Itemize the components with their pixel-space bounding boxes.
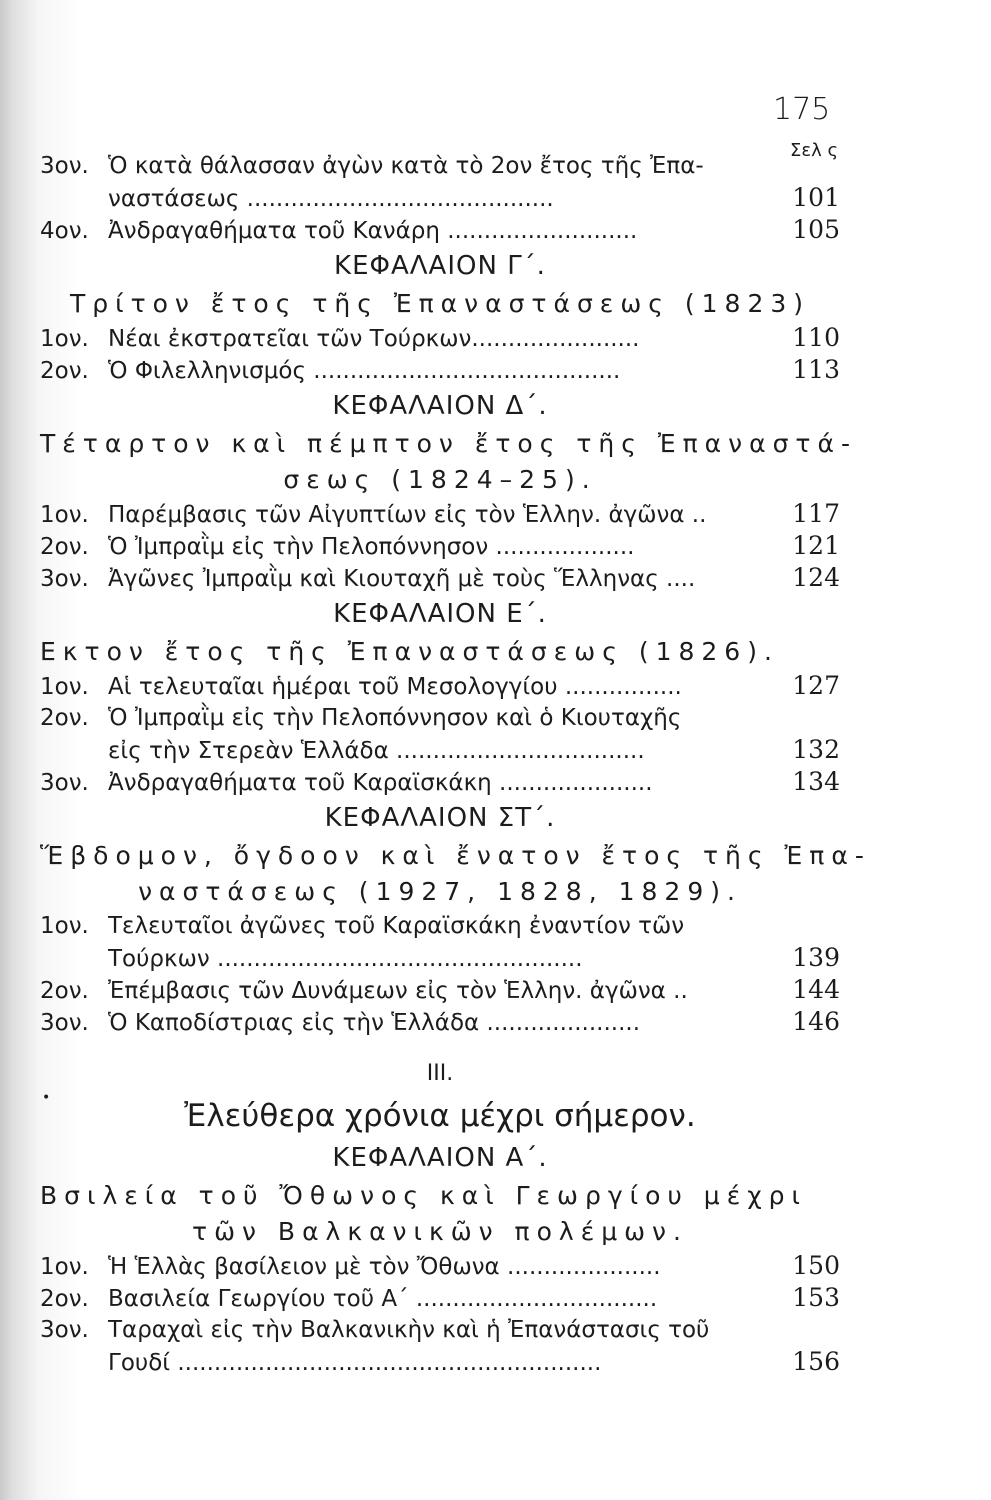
chapter-title: Τέταρτον καὶ πέμπτον ἔτος τῆς Ἐπαναστά- — [40, 429, 857, 458]
toc-entry — [40, 766, 840, 798]
entry-page: 105 — [792, 215, 840, 244]
entry-title: Νέαι ἐκστρατεῖαι τῶν Τούρκων....................... — [108, 326, 640, 352]
toc-entry — [40, 1314, 840, 1346]
page-column-header: Σελ ς — [790, 140, 839, 161]
entry-title: Τούρκων .................................................. — [108, 946, 583, 972]
entry-title: ναστάσεως .......................................... — [108, 186, 554, 212]
chapter-title: Τρίτον ἔτος τῆς Ἐπαναστάσεως (1823) — [69, 289, 811, 318]
toc-entry — [40, 734, 840, 766]
entry-title: Ὁ κατὰ θάλασσαν ἀγὼν κατὰ τὸ 2ον ἔτος τῆς Ἐπα- — [108, 153, 704, 179]
page-number: 175 — [773, 92, 831, 127]
entry-number: 1ον. — [40, 913, 89, 939]
toc-entry — [40, 1250, 840, 1282]
toc-entry — [40, 974, 840, 1006]
entry-page: 146 — [792, 1007, 840, 1036]
entry-page: 121 — [792, 531, 840, 560]
entry-page: 153 — [792, 1283, 840, 1312]
chapter-heading: ΚΕΦΑΛΑΙΟΝ Ε΄. — [333, 599, 547, 629]
entry-page: 110 — [792, 323, 840, 352]
entry-page: 127 — [792, 671, 840, 700]
chapter-title: Εκτον ἔτος τῆς Ἐπαναστάσεως (1826). — [40, 637, 779, 666]
entry-title: Αἱ τελευταῖαι ἡμέραι τοῦ Μεσολογγίου ................ — [108, 674, 682, 700]
entry-page: 117 — [792, 499, 840, 528]
toc-entry — [40, 670, 840, 702]
toc-entry — [40, 942, 840, 974]
chapter-title: Βσιλεία τοῦ Ὄθωνος καὶ Γεωργίου μέχρι — [40, 1181, 807, 1210]
entry-number: 1ον. — [40, 1254, 89, 1280]
entry-number: 1ον. — [40, 674, 89, 700]
toc-entry — [40, 910, 840, 942]
chapter-heading: ΚΕΦΑΛΑΙΟΝ Γ΄. — [334, 251, 546, 281]
entry-title: Ἀνδραγαθήματα τοῦ Καραϊσκάκη ..................... — [108, 770, 653, 796]
entry-number: 1ον. — [40, 502, 89, 528]
entry-number: 2ον. — [40, 978, 89, 1004]
chapter-title: Ἕβδομον, ὄγδοον καὶ ἔνατον ἔτος τῆς Ἐπα- — [40, 841, 871, 870]
chapter-heading: ΚΕΦΑΛΑΙΟΝ Α΄. — [332, 1143, 548, 1173]
toc-entry — [40, 1282, 840, 1314]
toc-entry — [40, 530, 840, 562]
entry-title: Ἀγῶνες Ἰμπραῒμ καὶ Κιουταχῆ μὲ τοὺς Ἕλληνας .... — [108, 566, 696, 592]
entry-number: 2ον. — [40, 534, 89, 560]
toc-entry — [40, 322, 840, 354]
entry-title: Γουδί .......................................................... — [108, 1350, 602, 1376]
entry-number: 3ον. — [40, 153, 89, 179]
entry-page: 124 — [792, 563, 840, 592]
toc-entry — [40, 562, 840, 594]
entry-title: Ὁ Φιλελληνισμός .......................................... — [108, 358, 621, 384]
entry-page: 101 — [792, 183, 840, 212]
toc-entry — [40, 214, 840, 246]
chapter-title-cont: σεως (1824–25). — [283, 465, 597, 494]
entry-title: Ταραχαὶ εἰς τὴν Βαλκανικὴν καὶ ἡ Ἐπανάστασις τοῦ — [108, 1317, 710, 1343]
entry-page: 144 — [792, 975, 840, 1004]
entry-page: 132 — [792, 735, 840, 764]
toc-entry — [40, 498, 840, 530]
toc-entry — [40, 1346, 840, 1378]
entry-number: 4ον. — [40, 218, 89, 244]
toc-entry — [40, 702, 840, 734]
chapter-title-cont: τῶν Βαλκανικῶν πολέμων. — [192, 1217, 688, 1246]
toc-entry — [40, 150, 840, 182]
entry-title: Ἡ Ἑλλὰς βασίλειον μὲ τὸν Ὄθωνα ..................... — [108, 1254, 661, 1280]
section-title: Ἐλεύθερα χρόνια μέχρι σήμερον. — [184, 1098, 696, 1134]
margin-mark: • — [42, 1090, 51, 1106]
entry-number: 1ον. — [40, 326, 89, 352]
toc-entry — [40, 1006, 840, 1038]
entry-title: Παρέμβασις τῶν Αἰγυπτίων εἰς τὸν Ἑλλην. ἀγῶνα .. — [108, 502, 707, 528]
section-number: III. — [426, 1061, 454, 1086]
table-of-contents — [40, 150, 871, 1378]
chapter-heading: ΚΕΦΑΛΑΙΟΝ ΣΤ΄. — [324, 803, 556, 833]
chapter-heading: ΚΕΦΑΛΑΙΟΝ Δ΄. — [332, 391, 548, 421]
entry-number: 3ον. — [40, 1010, 89, 1036]
entry-title: Ὁ Καποδίστριας εἰς τὴν Ἑλλάδα ..................... — [108, 1010, 641, 1036]
entry-number: 3ον. — [40, 770, 89, 796]
entry-title: εἰς τὴν Στερεὰν Ἑλλάδα .................................. — [108, 738, 645, 764]
chapter-title-cont: ναστάσεως (1927, 1828, 1829). — [138, 877, 742, 906]
entry-title: Ὁ Ἰμπραῒμ εἰς τὴν Πελοπόννησον ................... — [108, 534, 635, 560]
entry-page: 156 — [792, 1347, 840, 1376]
toc-entry — [40, 354, 840, 386]
entry-page: 113 — [792, 355, 840, 384]
entry-number: 3ον. — [40, 1317, 89, 1343]
entry-title: Βασιλεία Γεωργίου τοῦ Α΄ ................................. — [108, 1286, 658, 1312]
entry-number: 2ον. — [40, 358, 89, 384]
entry-title: Ὁ Ἰμπραῒμ εἰς τὴν Πελοπόννησον καὶ ὁ Κιουταχῆς — [108, 705, 682, 731]
entry-number: 2ον. — [40, 1286, 89, 1312]
entry-page: 150 — [792, 1251, 840, 1280]
entry-page: 139 — [792, 943, 840, 972]
toc-entry — [40, 182, 840, 214]
entry-number: 3ον. — [40, 566, 89, 592]
entry-number: 2ον. — [40, 705, 89, 731]
entry-title: Ἀνδραγαθήματα τοῦ Κανάρη .......................... — [108, 218, 638, 244]
entry-title: Τελευταῖοι ἀγῶνες τοῦ Καραϊσκάκη ἐναντίον τῶν — [108, 913, 685, 939]
entry-title: Ἐπέμβασις τῶν Δυνάμεων εἰς τὸν Ἑλλην. ἀγῶνα .. — [108, 978, 688, 1004]
entry-page: 134 — [792, 767, 840, 796]
